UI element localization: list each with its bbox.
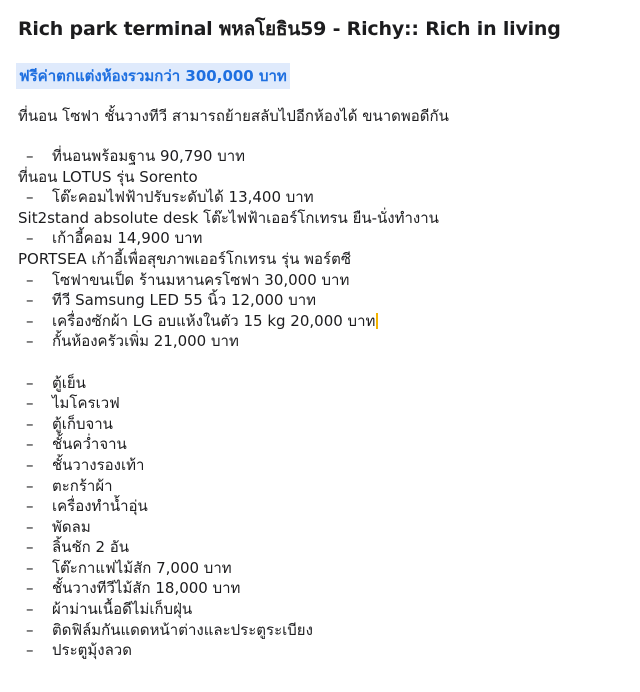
- list-item-text: ที่นอนพร้อมฐาน 90,790 บาท: [52, 147, 246, 165]
- blank-line: [18, 352, 439, 373]
- dash-bullet: –: [26, 414, 34, 433]
- intro-paragraph: ที่นอน โซฟา ชั้นวางทีวี สามารถย้ายสลับไปอีกห้องได้ ขนาดพอดีกัน: [18, 107, 449, 125]
- dash-bullet: –: [26, 476, 34, 495]
- list-item-text: ตู้เก็บจาน: [52, 414, 113, 433]
- page-title: Rich park terminal พหลโยธิน59 - Richy:: Rich in living: [18, 18, 561, 40]
- list-item: [18, 537, 439, 558]
- dash-bullet: –: [26, 641, 34, 660]
- dash-bullet: –: [26, 558, 34, 577]
- list-item: [18, 373, 439, 394]
- list-item: [18, 270, 439, 291]
- dash-bullet: –: [26, 538, 34, 557]
- list-item: [18, 455, 439, 476]
- dash-bullet: –: [26, 497, 34, 516]
- list-item-text: ประตูมุ้งลวด: [52, 641, 132, 660]
- list-item: [18, 599, 439, 620]
- list-item-text: ทีวี Samsung LED 55 นิ้ว 12,000 บาท: [52, 291, 317, 310]
- list-item: [18, 558, 439, 579]
- list-item-text: กั้นห้องครัวเพิ่ม 21,000 บาท: [52, 332, 239, 351]
- list-item: [18, 517, 439, 538]
- dash-bullet: –: [26, 291, 34, 310]
- list-item-text: ไมโครเวฟ: [52, 394, 120, 413]
- list-item-text: เครื่องทำน้ำอุ่น: [52, 497, 148, 516]
- dash-bullet: –: [26, 373, 34, 392]
- list-item: [18, 578, 439, 599]
- list-item: [18, 393, 439, 414]
- sub-description: Sit2stand absolute desk โต๊ะไฟฟ้าเออร์โกเทรน ยืน-นั่งทำงาน: [18, 208, 439, 227]
- dash-bullet: –: [26, 229, 34, 248]
- dash-bullet: –: [26, 455, 34, 474]
- list-item-text: เก้าอี้คอม 14,900 บาท: [52, 229, 203, 248]
- highlighted-promo-text[interactable]: ฟรีค่าตกแต่งห้องรวมกว่า 300,000 บาท: [16, 63, 290, 89]
- list-item-text: ตู้เย็น: [52, 373, 86, 392]
- list-item-text: โต๊ะคอมไฟฟ้าปรับระดับได้ 13,400 บาท: [52, 188, 314, 207]
- list-item-text: ผ้าม่านเนื้อดีไม่เก็บฝุ่น: [52, 600, 193, 619]
- furniture-list: [18, 146, 439, 661]
- list-item: [18, 434, 439, 455]
- list-item: [18, 290, 439, 311]
- dash-bullet: –: [26, 311, 34, 330]
- text-cursor: [376, 313, 378, 329]
- sub-description: ที่นอน LOTUS รุ่น Sorento: [18, 167, 198, 186]
- sub-description: PORTSEA เก้าอี้เพื่อสุขภาพเออร์โกเทรน รุ่น พอร์ตซี: [18, 249, 352, 268]
- list-item-text: ติดฟิล์มกันแดดหน้าต่างและประตูระเบียง: [52, 620, 313, 639]
- dash-bullet: –: [26, 188, 34, 207]
- list-item: [18, 311, 439, 332]
- dash-bullet: –: [26, 147, 34, 165]
- list-item: [18, 228, 439, 249]
- list-item: [18, 620, 439, 641]
- dash-bullet: –: [26, 517, 34, 536]
- list-item-text: ลิ้นชัก 2 อัน: [52, 538, 130, 557]
- dash-bullet: –: [26, 620, 34, 639]
- list-item: [18, 146, 439, 167]
- list-item-text: โซฟาขนเป็ด ร้านมหานครโซฟา 30,000 บาท: [52, 270, 350, 289]
- list-item-text: ชั้นวางทีวีไม้สัก 18,000 บาท: [52, 579, 241, 598]
- dash-bullet: –: [26, 394, 34, 413]
- list-item: [18, 331, 439, 352]
- dash-bullet: –: [26, 600, 34, 619]
- list-item: [18, 187, 439, 208]
- list-item: [18, 640, 439, 661]
- dash-bullet: –: [26, 435, 34, 454]
- dash-bullet: –: [26, 579, 34, 598]
- list-item-text: เครื่องซักผ้า LG อบแห้งในตัว 15 kg 20,000 บาท: [52, 311, 376, 330]
- list-item-text: ชั้นวางรองเท้า: [52, 455, 145, 474]
- list-item: [18, 496, 439, 517]
- list-item-text: ตะกร้าผ้า: [52, 476, 113, 495]
- list-item-text: พัดลม: [52, 517, 91, 536]
- dash-bullet: –: [26, 332, 34, 351]
- list-item-text: ชั้นคว่ำจาน: [52, 435, 127, 454]
- list-item: [18, 476, 439, 497]
- dash-bullet: –: [26, 270, 34, 289]
- list-item: [18, 414, 439, 435]
- list-item-text: โต๊ะกาแฟไม้สัก 7,000 บาท: [52, 558, 232, 577]
